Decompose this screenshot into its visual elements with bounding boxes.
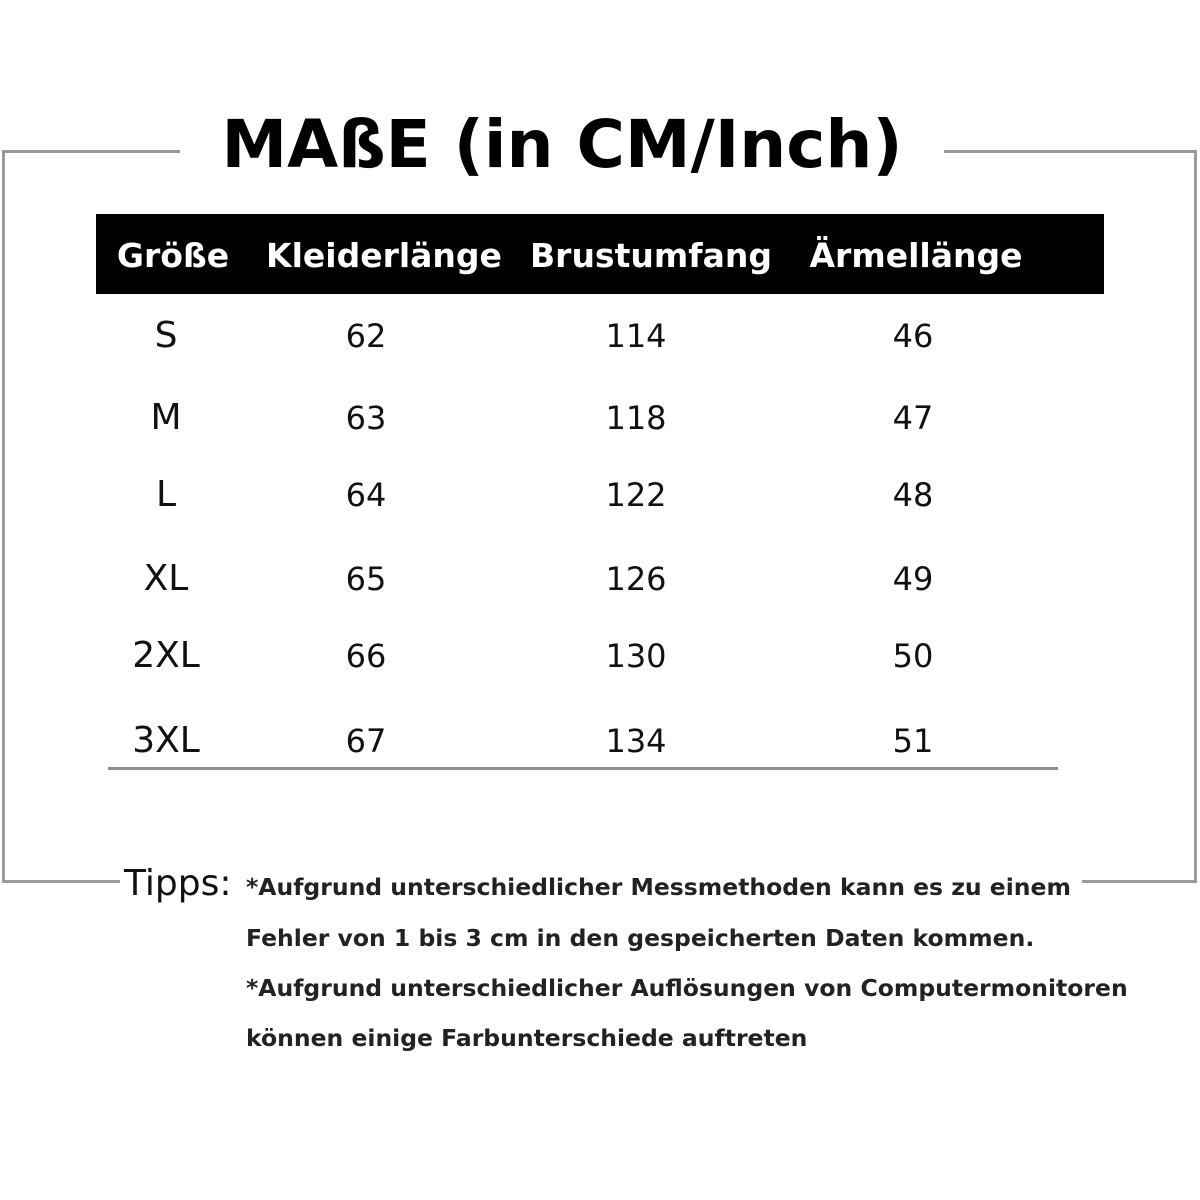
cell-size: M: [150, 397, 182, 438]
cell-sleeve: 50: [892, 637, 934, 675]
cell-chest: 118: [605, 399, 667, 437]
header-length: Kleiderlänge: [266, 236, 502, 275]
table-bottom-rule: [108, 767, 1058, 770]
cell-sleeve: 47: [892, 399, 934, 437]
tip-line: *Aufgrund unterschiedlicher Auflösungen von Computermonitoren: [246, 974, 1128, 1002]
frame-line-left: [2, 150, 5, 883]
cell-sleeve: 48: [892, 476, 934, 514]
table-row: [96, 711, 1104, 771]
table-row: [96, 306, 1104, 366]
cell-length: 64: [345, 476, 387, 514]
cell-chest: 134: [605, 722, 667, 760]
frame-line-top-left: [2, 150, 180, 153]
cell-size: S: [154, 315, 178, 356]
tip-line: *Aufgrund unterschiedlicher Messmethoden kann es zu einem: [246, 873, 1071, 901]
cell-size: 2XL: [132, 635, 200, 676]
cell-chest: 114: [605, 317, 667, 355]
frame-line-right: [1194, 150, 1197, 883]
cell-length: 67: [345, 722, 387, 760]
frame-line-bottom-left: [2, 880, 120, 883]
cell-size: XL: [143, 558, 189, 599]
cell-sleeve: 49: [892, 560, 934, 598]
cell-length: 63: [345, 399, 387, 437]
tips-label: Tipps:: [124, 863, 232, 904]
cell-length: 66: [345, 637, 387, 675]
header-size: Größe: [116, 236, 230, 275]
cell-length: 65: [345, 560, 387, 598]
size-table-header: [96, 214, 1104, 294]
page-title: MAßE (in CM/Inch): [221, 106, 903, 183]
header-sleeve: Ärmellänge: [809, 236, 1023, 275]
table-row: [96, 549, 1104, 609]
table-row: [96, 626, 1104, 686]
frame-line-bottom-right: [1082, 880, 1197, 883]
table-row: [96, 465, 1104, 525]
cell-chest: 122: [605, 476, 667, 514]
table-row: [96, 388, 1104, 448]
cell-size: L: [155, 474, 177, 515]
cell-chest: 130: [605, 637, 667, 675]
cell-length: 62: [345, 317, 387, 355]
header-chest: Brustumfang: [530, 236, 772, 275]
tip-line: können einige Farbunterschiede auftreten: [246, 1024, 808, 1052]
cell-size: 3XL: [132, 720, 200, 761]
tip-line: Fehler von 1 bis 3 cm in den gespeicherten Daten kommen.: [246, 924, 1035, 952]
cell-sleeve: 51: [892, 722, 934, 760]
cell-chest: 126: [605, 560, 667, 598]
cell-sleeve: 46: [892, 317, 934, 355]
frame-line-top-right: [944, 150, 1197, 153]
